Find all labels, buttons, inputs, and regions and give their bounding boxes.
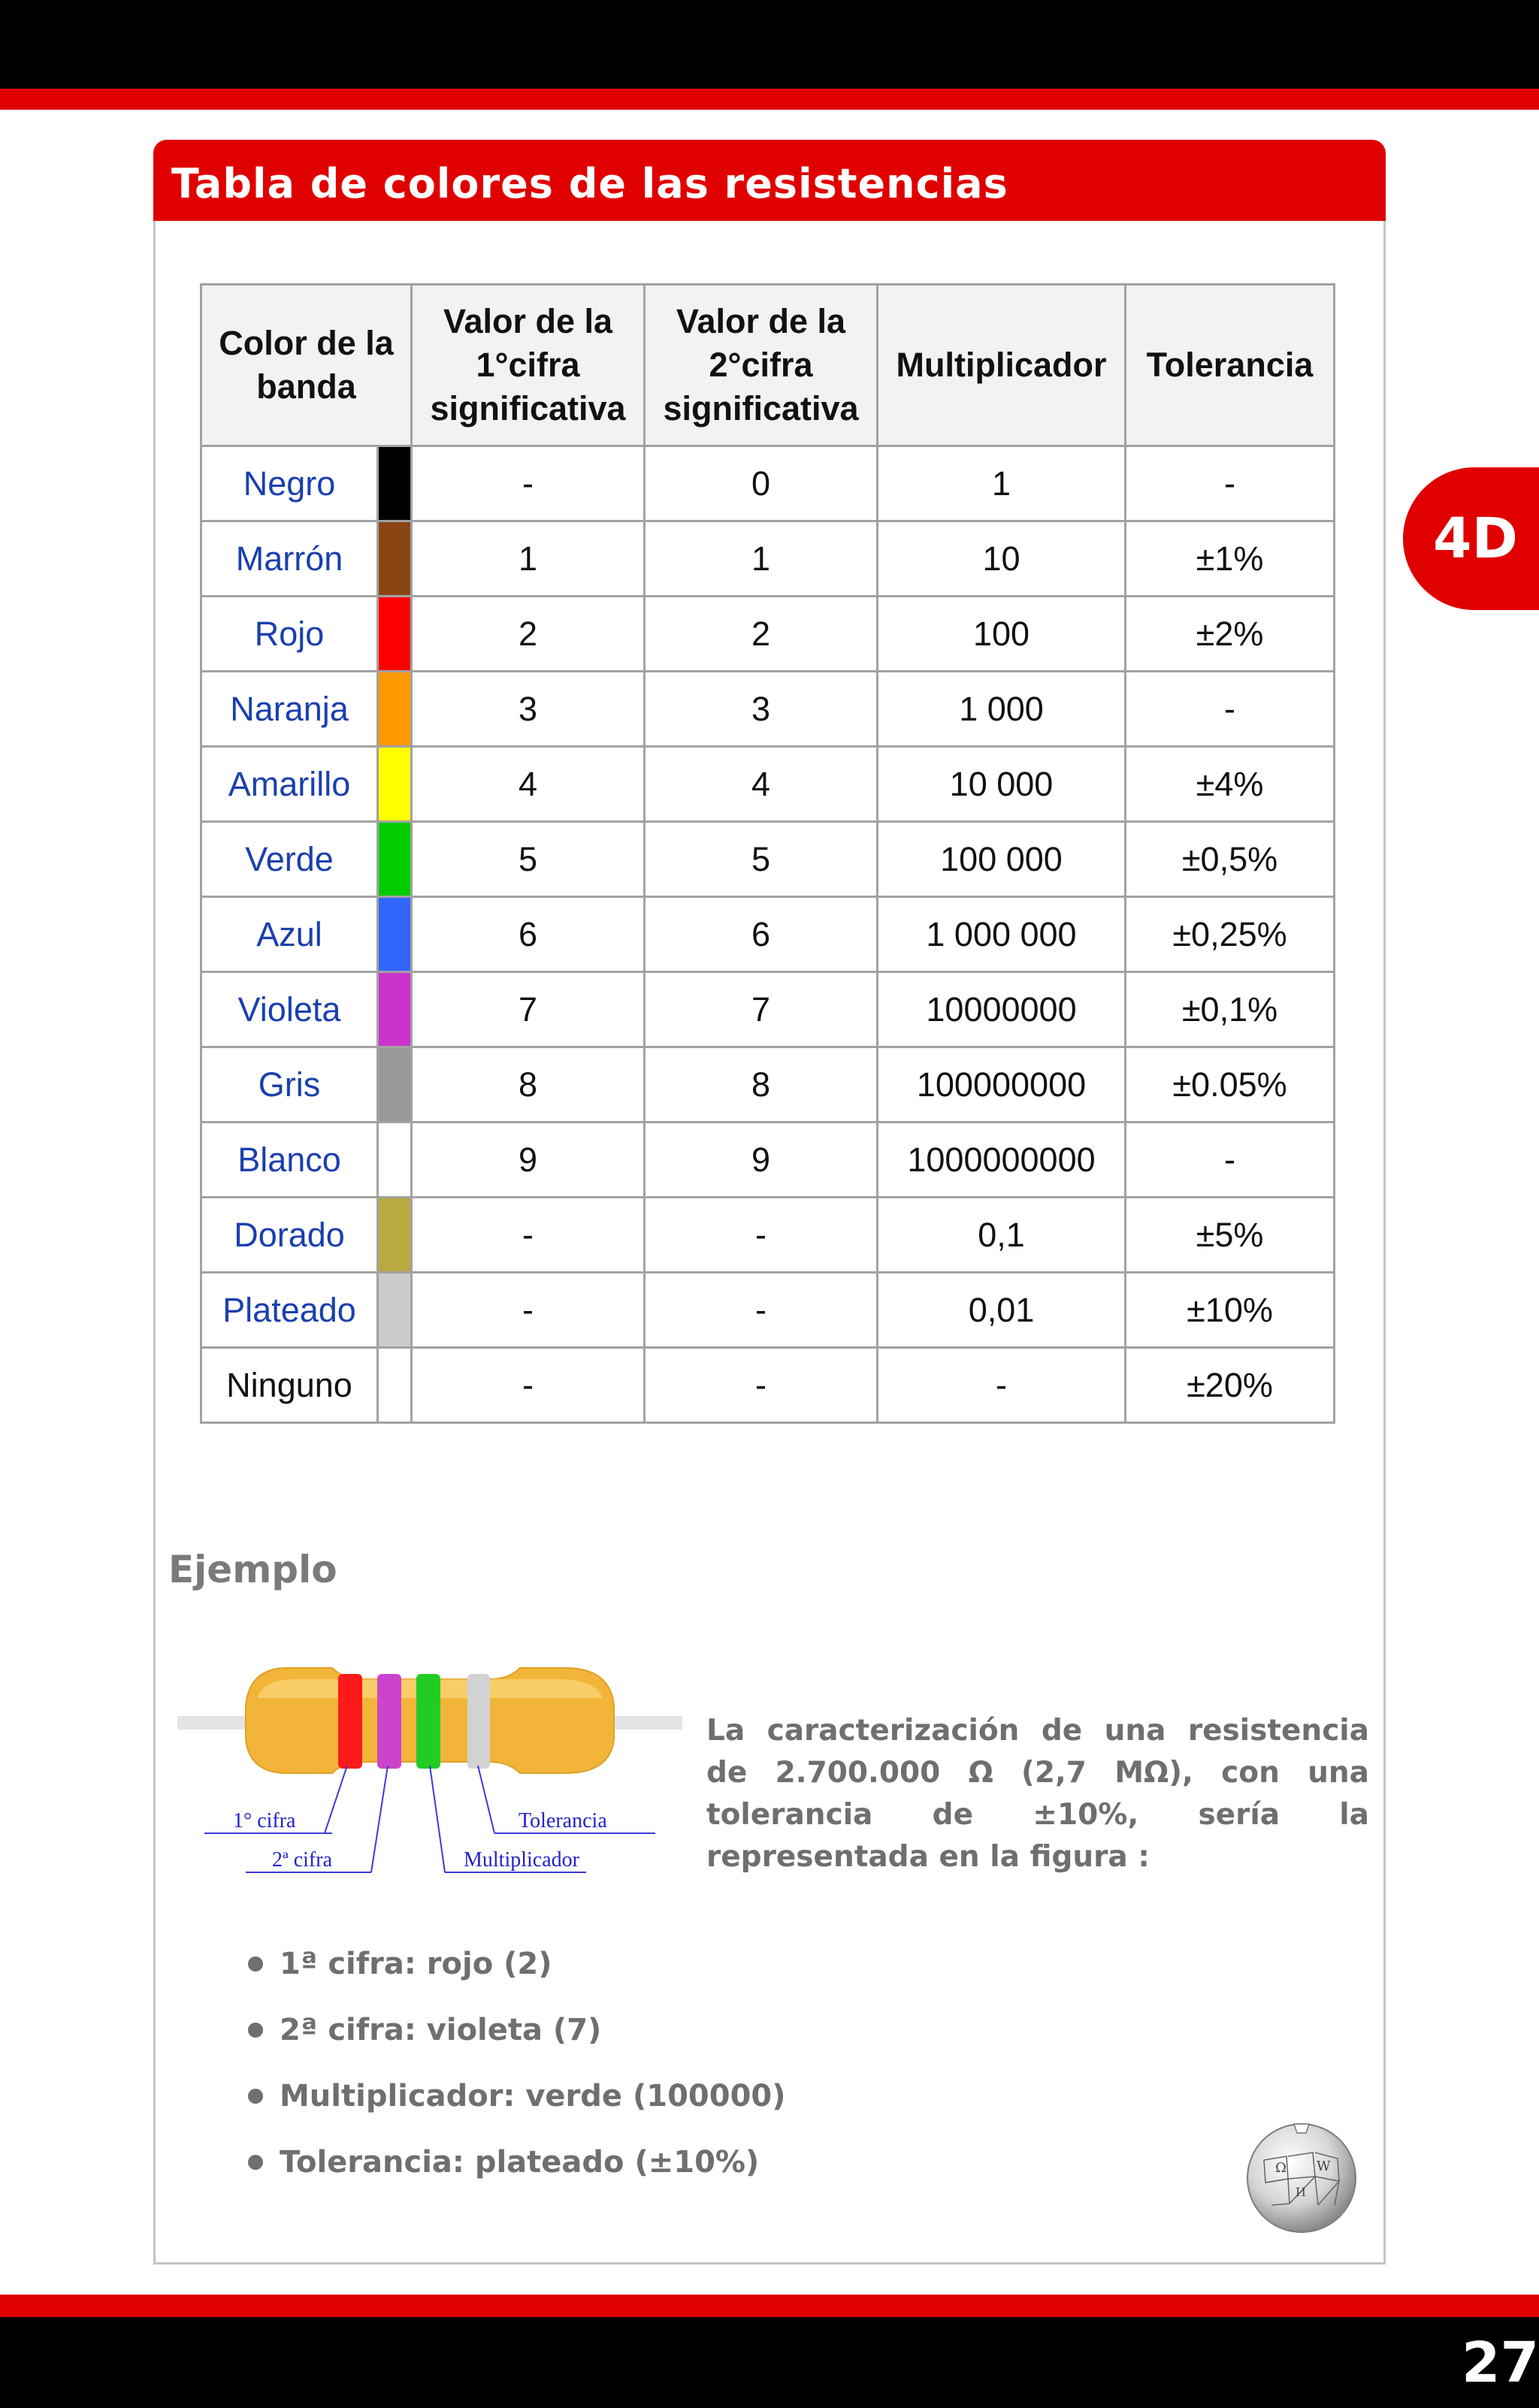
color-name[interactable]: Violeta [201, 972, 378, 1047]
label-tolerance: Tolerancia [519, 1809, 607, 1832]
first-digit: - [412, 446, 645, 521]
page-number: 27 [1462, 2331, 1539, 2395]
first-digit: 8 [412, 1047, 645, 1122]
list-item [248, 1941, 786, 2008]
svg-text:Ω: Ω [1275, 2160, 1287, 2176]
tolerance: ±4% [1126, 747, 1335, 822]
multiplier: 10000000 [878, 972, 1126, 1047]
table-row [201, 747, 1335, 822]
first-digit: - [412, 1348, 645, 1423]
bullet-dot [248, 2089, 263, 2104]
second-digit: - [645, 1198, 878, 1273]
table-row [201, 672, 1335, 747]
chapter-tab: 4D [1403, 467, 1539, 610]
color-swatch [378, 597, 412, 672]
label-second-digit: 2ª cifra [272, 1848, 333, 1872]
first-digit: 1 [412, 521, 645, 597]
example-bullet-list [248, 1941, 786, 2206]
bullet-dot [248, 1956, 263, 1971]
tolerance: ±20% [1126, 1348, 1335, 1423]
example-description: La caracterización de una resistencia de 2.700.000 Ω (2,7 MΩ), con una tolerancia de ±10%, sería la representada en la figura : [706, 1714, 1369, 1874]
table-row [201, 822, 1335, 897]
second-digit: 5 [645, 822, 878, 897]
color-swatch [378, 822, 412, 897]
color-name[interactable]: Rojo [201, 597, 378, 672]
first-digit: 2 [412, 597, 645, 672]
second-digit: 6 [645, 897, 878, 972]
resistor-figure [174, 1653, 685, 1886]
second-digit: 9 [645, 1122, 878, 1198]
multiplier: 1 000 000 [878, 897, 1126, 972]
color-swatch [378, 747, 412, 822]
resistor-color-table [200, 283, 1335, 1424]
table-row [201, 1198, 1335, 1273]
band-silver [467, 1674, 490, 1769]
band-violet [377, 1674, 401, 1769]
wikipedia-globe-icon [1241, 2115, 1362, 2235]
first-digit: 3 [412, 672, 645, 747]
svg-text:W: W [1317, 2159, 1331, 2174]
multiplier: 10 000 [878, 747, 1126, 822]
example-heading: Ejemplo [168, 1548, 337, 1591]
color-swatch [378, 521, 412, 597]
tolerance: ±0,25% [1126, 897, 1335, 972]
band-green [416, 1674, 440, 1769]
first-digit: 5 [412, 822, 645, 897]
bullet-text: 2ª cifra: violeta (7) [280, 2013, 602, 2047]
table-row [201, 897, 1335, 972]
multiplier: 100 [878, 597, 1126, 672]
multiplier: 0,01 [878, 1273, 1126, 1348]
second-digit: 4 [645, 747, 878, 822]
second-digit: 8 [645, 1047, 878, 1122]
tolerance: ±5% [1126, 1198, 1335, 1273]
multiplier: 10 [878, 521, 1126, 597]
top-red-stripe [0, 89, 1539, 110]
color-name[interactable]: Verde [201, 822, 378, 897]
list-item [248, 2008, 786, 2074]
color-name: Ninguno [201, 1348, 378, 1423]
table-row [201, 446, 1335, 521]
color-swatch [378, 1198, 412, 1273]
tolerance: - [1126, 672, 1335, 747]
right-lead [615, 1716, 682, 1730]
second-digit: 3 [645, 672, 878, 747]
color-name[interactable]: Plateado [201, 1273, 378, 1348]
table-row [201, 597, 1335, 672]
tolerance: ±10% [1126, 1273, 1335, 1348]
multiplier: 1 [878, 446, 1126, 521]
color-name[interactable]: Gris [201, 1047, 378, 1122]
bullet-text: 1ª cifra: rojo (2) [280, 1947, 552, 1981]
header-second-digit: Valor de la 2°cifra significativa [645, 285, 878, 446]
color-name[interactable]: Blanco [201, 1122, 378, 1198]
second-digit: 1 [645, 521, 878, 597]
header-multiplier: Multiplicador [878, 285, 1126, 446]
bullet-dot [248, 2155, 263, 2170]
color-swatch [378, 1122, 412, 1198]
tolerance: ±0,1% [1126, 972, 1335, 1047]
color-name[interactable]: Amarillo [201, 747, 378, 822]
table-row [201, 972, 1335, 1047]
multiplier: 1 000 [878, 672, 1126, 747]
first-digit: - [412, 1273, 645, 1348]
tolerance: ±0.05% [1126, 1047, 1335, 1122]
tolerance: - [1126, 446, 1335, 521]
first-digit: 4 [412, 747, 645, 822]
list-item [248, 2074, 786, 2140]
bottom-black-bar [0, 2317, 1539, 2408]
table-header-row [201, 285, 1335, 446]
color-swatch [378, 1348, 412, 1423]
panel-header [153, 140, 1386, 221]
color-swatch [378, 672, 412, 747]
color-swatch [378, 446, 412, 521]
table-row [201, 1122, 1335, 1198]
bullet-text: Tolerancia: plateado (±10%) [280, 2145, 760, 2180]
svg-text:И: И [1296, 2185, 1306, 2199]
first-digit: 9 [412, 1122, 645, 1198]
header-color: Color de la banda [201, 285, 412, 446]
list-item [248, 2140, 786, 2206]
multiplier: 100000000 [878, 1047, 1126, 1122]
second-digit: - [645, 1348, 878, 1423]
second-digit: - [645, 1273, 878, 1348]
color-name[interactable]: Negro [201, 446, 378, 521]
color-swatch [378, 1047, 412, 1122]
page-title: Tabla de colores de las resistencias [171, 160, 1008, 207]
color-name[interactable]: Azul [201, 897, 378, 972]
header-first-digit: Valor de la 1°cifra significativa [412, 285, 645, 446]
color-swatch [378, 972, 412, 1047]
header-tolerance: Tolerancia [1126, 285, 1335, 446]
label-multiplier: Multiplicador [464, 1848, 579, 1872]
table-row [201, 1273, 1335, 1348]
color-swatch [378, 1273, 412, 1348]
bullet-dot [248, 2023, 263, 2038]
second-digit: 2 [645, 597, 878, 672]
multiplier: 1000000000 [878, 1122, 1126, 1198]
table-row [201, 521, 1335, 597]
tolerance: ±2% [1126, 597, 1335, 672]
first-digit: - [412, 1198, 645, 1273]
top-black-bar [0, 0, 1539, 89]
color-name[interactable]: Marrón [201, 521, 378, 597]
left-lead [177, 1716, 245, 1730]
first-digit: 6 [412, 897, 645, 972]
bullet-text: Multiplicador: verde (100000) [280, 2079, 786, 2113]
label-first-digit: 1° cifra [233, 1809, 296, 1832]
tolerance: ±1% [1126, 521, 1335, 597]
second-digit: 0 [645, 446, 878, 521]
table-row [201, 1348, 1335, 1423]
table-row [201, 1047, 1335, 1122]
color-swatch [378, 897, 412, 972]
band-red [338, 1674, 362, 1769]
second-digit: 7 [645, 972, 878, 1047]
first-digit: 7 [412, 972, 645, 1047]
multiplier: - [878, 1348, 1126, 1423]
tolerance: ±0,5% [1126, 822, 1335, 897]
color-name[interactable]: Naranja [201, 672, 378, 747]
color-name[interactable]: Dorado [201, 1198, 378, 1273]
multiplier: 100 000 [878, 822, 1126, 897]
bottom-red-stripe [0, 2295, 1539, 2317]
multiplier: 0,1 [878, 1198, 1126, 1273]
tolerance: - [1126, 1122, 1335, 1198]
